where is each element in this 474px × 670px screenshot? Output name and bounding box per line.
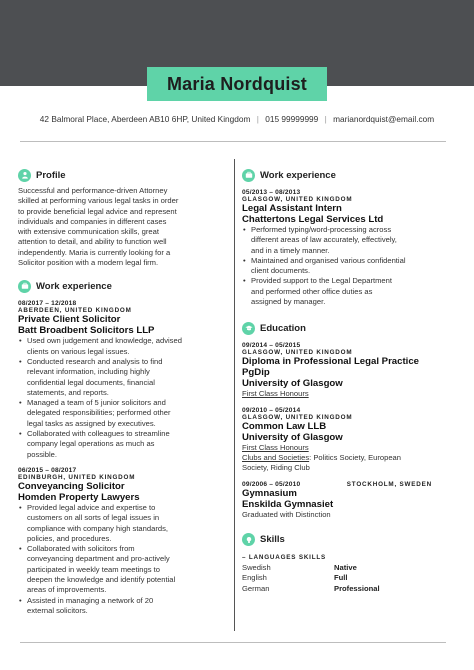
person-icon [18,169,31,182]
briefcase-icon [242,169,255,182]
bullet-item: • Provided legal advice and expertise to customers on all sorts of legal issues in compliance with company high standards, policies, and procedures. [18,503,230,544]
job-org: Homden Property Lawyers [18,491,140,503]
bullet-item: • Provided support to the Legal Department and performed other office duties as assigned by manager. [242,276,456,307]
bullet-item: • Assisted in managing a network of 20 external solicitors. [18,596,230,617]
edu-date: 09/2014 – 05/2015 [242,342,301,350]
job-location: ABERDEEN, UNITED KINGDOM [18,307,132,315]
skill-level: Professional [334,583,380,593]
edu-location: GLASGOW, UNITED KINGDOM [242,413,353,421]
skill-name: Swedish [242,562,271,572]
bullet-item: • Collaborated with solicitors from conveyancing department and pro-actively participated in weekly team meetings to deepen the knowledge and identify potential areas of improvements. [18,544,230,595]
bullet-item: • Collaborated with colleagues to streamline company legal operations as much as possible. [18,429,230,460]
edu-degree: PgDip [242,367,270,379]
profile-line: Successful and performance-driven Attorney [18,186,168,195]
work-heading [18,278,230,294]
profile-heading [18,167,230,183]
job-bullets [18,336,230,460]
separator: | [324,114,327,124]
edu-degree: Common Law LLB [242,420,327,432]
job-bullets [242,225,456,307]
job-role: Legal Assistant Intern [242,203,342,214]
job-date: 06/2015 – 08/2017 [18,466,77,474]
work-heading-continued [242,167,456,183]
section-title: Profile [36,169,66,181]
edu-clubs-cont: Society, Riding Club [242,463,310,473]
clubs-text: : Politics Society, European [309,452,401,462]
profile-text [18,186,230,268]
skill-name: English [242,573,267,583]
separator: | [256,114,259,124]
edu-location: GLASGOW, UNITED KINGDOM [242,349,353,357]
contact-line [0,114,474,124]
job-date: 08/2017 – 12/2018 [18,300,77,308]
profile-line: Solicitor position with a modern legal firm. [18,258,159,268]
bullet-item: • Managed a team of 5 junior solicitors and delegated responsibilities; performed other legal tasks as assigned by executives. [18,398,230,429]
skill-row [242,584,456,595]
job-entry [18,467,230,616]
column-divider [234,159,235,631]
skill-name: German [242,583,270,593]
profile-line: independently. Maria is currently looking for a [18,247,171,257]
edu-date: 09/2010 – 05/2014 [242,406,301,414]
edu-location: STOCKHOLM, SWEDEN [346,480,432,488]
edu-note: First Class Honours [242,389,309,399]
job-location: GLASGOW, UNITED KINGDOM [242,196,353,203]
divider-bottom [20,642,446,643]
profile-line: to provide beneficial legal advice and represent [18,206,177,216]
candidate-name: Maria Nordquist [166,73,307,94]
profile-line: skilled at performing various legal tasks in order [18,196,179,206]
edu-note: First Class Honours [242,442,309,452]
bullet-item: • Performed typing/word-processing across different areas of law accurately, effectively, and in a timely manner. [242,225,456,256]
job-bullets [18,503,230,616]
edu-school: Enskilda Gymnasiet [242,498,334,510]
skills-block [242,554,456,595]
skills-subheading: – LANGUAGES SKILLS [242,553,327,561]
skill-row [242,573,456,584]
edu-clubs [242,453,456,463]
edu-school: University of Glasgow [242,431,343,443]
job-role: Conveyancing Solicitor [18,480,125,492]
profile-line: with extensive communication skills, great [18,227,159,237]
right-column [242,167,456,594]
job-location: EDINBURGH, UNITED KINGDOM [18,473,136,481]
bullet-item: • Used own judgement and knowledge, advised clients on various legal issues. [18,336,230,357]
profile-line: individuals and companies in different cases [18,216,167,226]
left-column [18,167,230,616]
section-title: Education [260,322,306,334]
clubs-label: Clubs and Societies [242,452,310,462]
section-title: Work experience [260,169,336,181]
edu-date: 09/2006 – 05/2010 [242,480,301,488]
edu-degree: Gymnasium [242,487,297,499]
phone: 015 99999999 [265,114,319,124]
job-entry [18,300,230,460]
briefcase-icon [18,280,31,293]
job-role: Private Client Solicitor [18,314,121,326]
section-title: Skills [260,534,285,546]
education-entry [242,481,456,520]
edu-degree: Diploma in Professional Legal Practice [242,356,420,368]
lightbulb-icon [242,533,255,546]
education-heading [242,320,456,336]
bullet-item: • Conducted research and analysis to find relevant information, including highly confidential legal documents, financial statements, and reports. [18,357,230,398]
job-org: Chattertons Legal Services Ltd [242,214,384,225]
job-org: Batt Broadbent Solicitors LLP [18,325,155,337]
job-entry [242,189,456,307]
skill-level: Native [334,562,357,572]
skills-heading [242,532,456,548]
edu-note: Graduated with Distinction [242,509,331,519]
education-entry [242,407,456,474]
skill-row [242,563,456,574]
name-banner [147,67,327,101]
email-link[interactable]: marianordquist@email.com [333,114,435,124]
profile-line: attention to detail, and ability to function well [18,237,167,247]
bullet-item: • Maintained and organised various confidential client documents. [242,256,456,277]
address: 42 Balmoral Place, Aberdeen AB10 6HP, United Kingdom [39,114,251,124]
section-title: Work experience [36,280,112,292]
edu-date-row [242,481,432,488]
skill-level: Full [334,573,348,583]
divider-top [20,141,446,142]
education-entry [242,342,456,399]
edu-school: University of Glasgow [242,378,343,390]
job-date: 05/2013 – 08/2013 [242,189,301,196]
graduation-cap-icon [242,322,255,335]
